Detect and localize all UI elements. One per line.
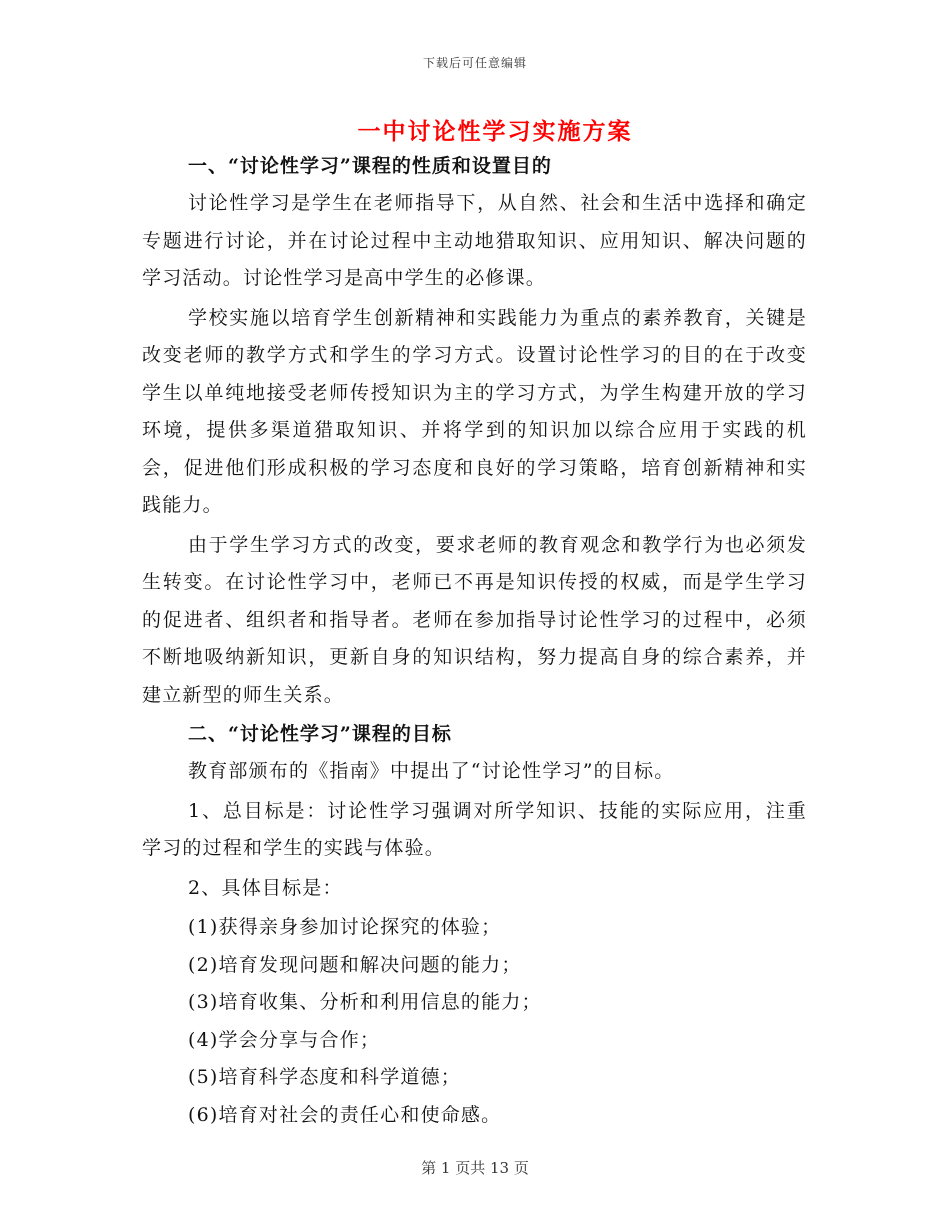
header-note: 下载后可任意编辑 <box>422 56 527 70</box>
section-heading-2: 二、“讨论性学习”课程的目标 <box>188 723 452 745</box>
list-item: (2)培育发现问题和解决问题的能力； <box>188 953 522 976</box>
paragraph: 由于学生学习方式的改变，要求老师的教育观念和教学行为也必须发生转变。在讨论性学习中，老师已不再是知识传授的权威，而是学生学习的促进者、组织者和指导者。老师在参加指导讨论性学习的过程中，必须不断地吸纳新知识，更新自身的知识结构，努力提高自身的综合素养，并建立新型的师生关系。 <box>142 533 807 706</box>
list-item: (3)培育收集、分析和利用信息的能力； <box>188 991 542 1013</box>
paragraph: 学校实施以培育学生创新精神和实践能力为重点的素养教育，关键是改变老师的教学方式和学生的学习方式。设置讨论性学习的目的在于改变学生以单纯地接受老师传授知识为主的学习方式，为学生构建开放的学习环境，提供多渠道猎取知识、并将学到的知识加以综合应用于实践的机会，促进他们形成积极的学习态度和良好的学习策略，培育创新精神和实践能力。 <box>142 306 807 516</box>
list-item: (5)培育科学态度和科学道德； <box>188 1066 461 1088</box>
section-heading-1: 一、“讨论性学习”课程的性质和设置目的 <box>188 155 552 177</box>
list-item: (4)学会分享与合作； <box>188 1028 381 1051</box>
document-title: 一中讨论性学习实施方案 <box>357 118 633 145</box>
paragraph: 1、总目标是：讨论性学习强调对所学知识、技能的实际应用，注重学习的过程和学生的实践与体验。 <box>142 799 807 859</box>
list-item: (6)培育对社会的责任心和使命感。 <box>188 1103 502 1126</box>
paragraph: 讨论性学习是学生在老师指导下，从自然、社会和生活中选择和确定专题进行讨论，并在讨论过程中主动地猎取知识、应用知识、解决问题的学习活动。讨论性学习是高中学生的必修课。 <box>142 192 807 289</box>
document-body <box>142 148 807 1134</box>
paragraph: 教育部颁布的《指南》中提出了“讨论性学习”的目标。 <box>188 760 675 782</box>
page-number: 第 1 页共 13 页 <box>421 1159 529 1177</box>
list-item: (1)获得亲身参加讨论探究的体验； <box>188 916 502 938</box>
paragraph: 2、具体目标是： <box>188 876 343 899</box>
